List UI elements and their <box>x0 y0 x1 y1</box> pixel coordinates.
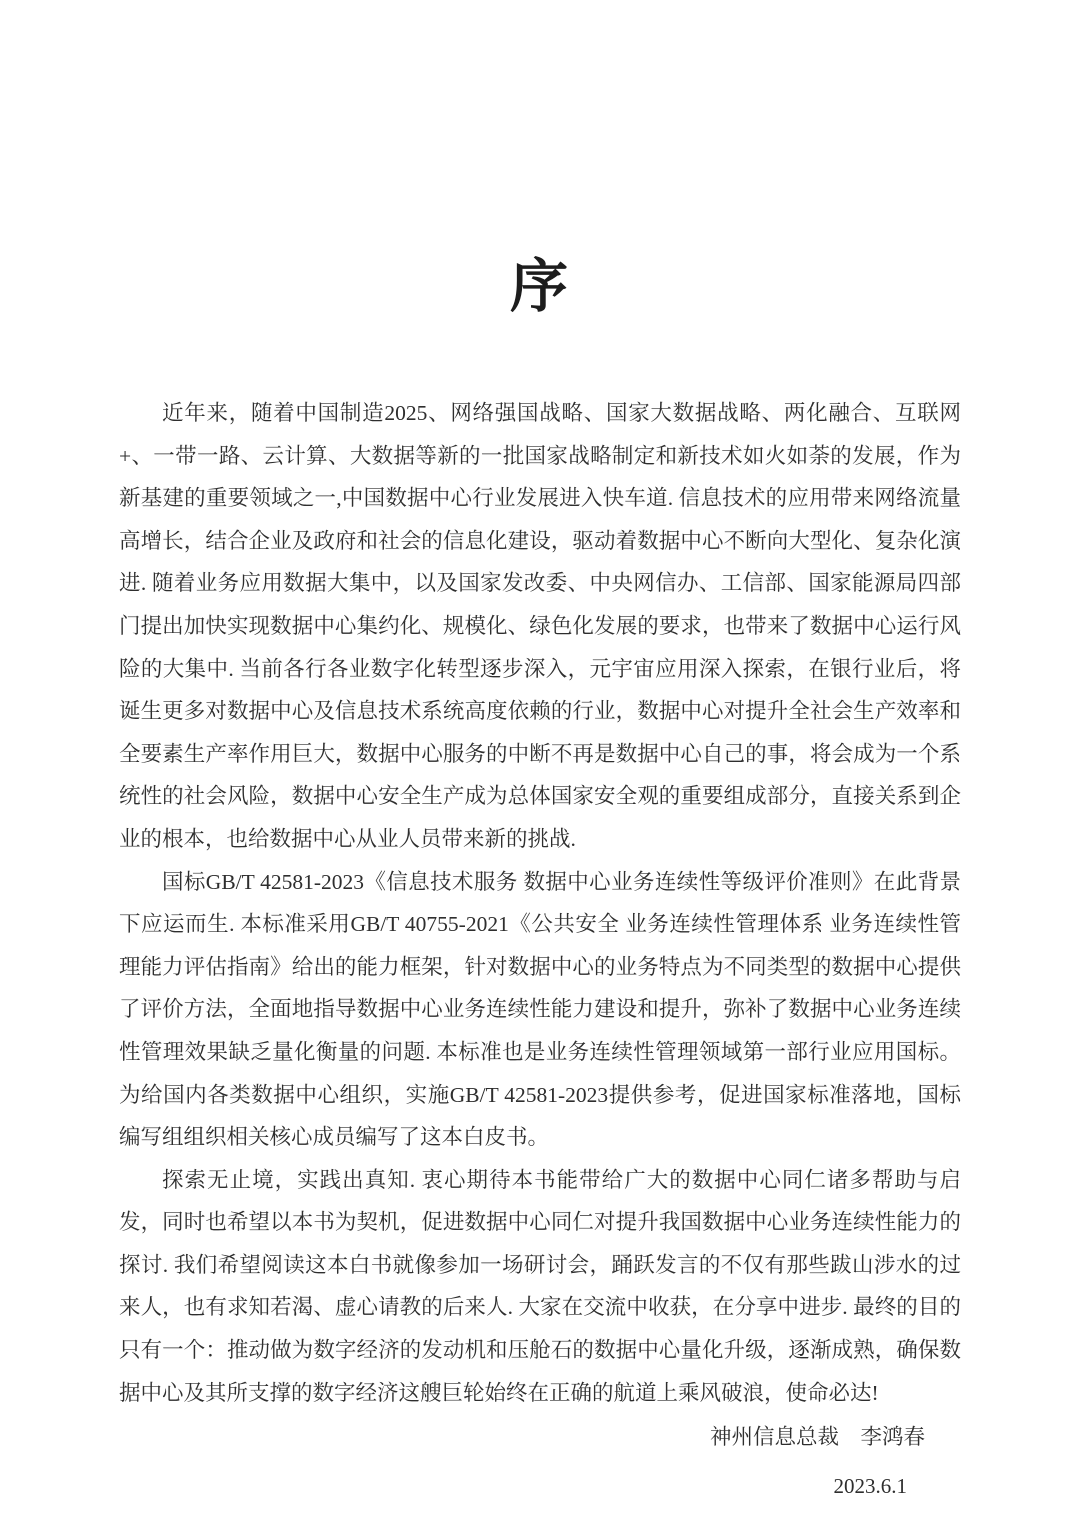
signature-block <box>0 1416 925 1507</box>
paragraph-3: 探索无止境，实践出真知. 衷心期待本书能带给广大的数据中心同仁诸多帮助与启发，同时也希望以本书为契机，促进数据中心同仁对提升我国数据中心业务连续性能力的探讨. 我们希望阅读这本白书就像参加一场研讨会，踊跃发言的不仅有那些跋山涉水的过来人，也有求知若渴、虚心请教的后来人. 大家在交流中收获，在分享中进步. 最终的目的只有一个：推动做为数字经济的发动机和压舱石的数据中心量化升级，逐渐成熟，确保数据中心及其所支撑的数字经济这艘巨轮始终在正确的航道上乘风破浪，使命必达! <box>119 1167 961 1405</box>
signature-line: 神州信息总裁 李鸿春 <box>709 1425 925 1450</box>
paragraph-1: 近年来，随着中国制造2025、网络强国战略、国家大数据战略、两化融合、互联网+、一带一路、云计算、大数据等新的一批国家战略制定和新技术如火如荼的发展，作为新基建的重要领域之一,中国数据中心行业发展进入快车道. 信息技术的应用带来网络流量高增长，结合企业及政府和社会的信息化建设，驱动着数据中心不断向大型化、复杂化演进. 随着业务应用数据大集中，以及国家发改委、中央网信办、工信部、国家能源局四部门提出加快实现数据中心集约化、规模化、绿色化发展的要求，也带来了数据中心运行风险的大集中. 当前各行各业数字化转型逐步深入，元宇宙应用深入探索，在银行业后，将诞生更多对数据中心及信息技术系统高度依赖的行业，数据中心对提升全社会生产效率和全要素生产率作用巨大，数据中心服务的中断不再是数据中心自己的事，将会成为一个系统性的社会风险，数据中心安全生产成为总体国家安全观的重要组成部分，直接关系到企业的根本，也给数据中心从业人员带来新的挑战. <box>119 401 961 851</box>
paragraph-2: 国标GB/T 42581-2023《信息技术服务 数据中心业务连续性等级评价准则》在此背景下应运而生. 本标准采用GB/T 40755-2021《公共安全 业务连续性管理体系 业务连续性管理能力评估指南》给出的能力框架，针对数据中心的业务特点为不同类型的数据中心提供了评价方法，全面地指导数据中心业务连续性能力建设和提升，弥补了数据中心业务连续性管理效果缺乏量化衡量的问题. 本标准也是业务连续性管理领域第一部行业应用国标。为给国内各类数据中心组织，实施GB/T 42581-2023提供参考，促进国家标准落地，国标编写组组织相关核心成员编写了这本白皮书。 <box>119 869 961 1150</box>
date-line: 2023.6.1 <box>833 1473 907 1498</box>
page-title: 序 <box>509 254 570 319</box>
preface-body <box>119 392 961 1414</box>
